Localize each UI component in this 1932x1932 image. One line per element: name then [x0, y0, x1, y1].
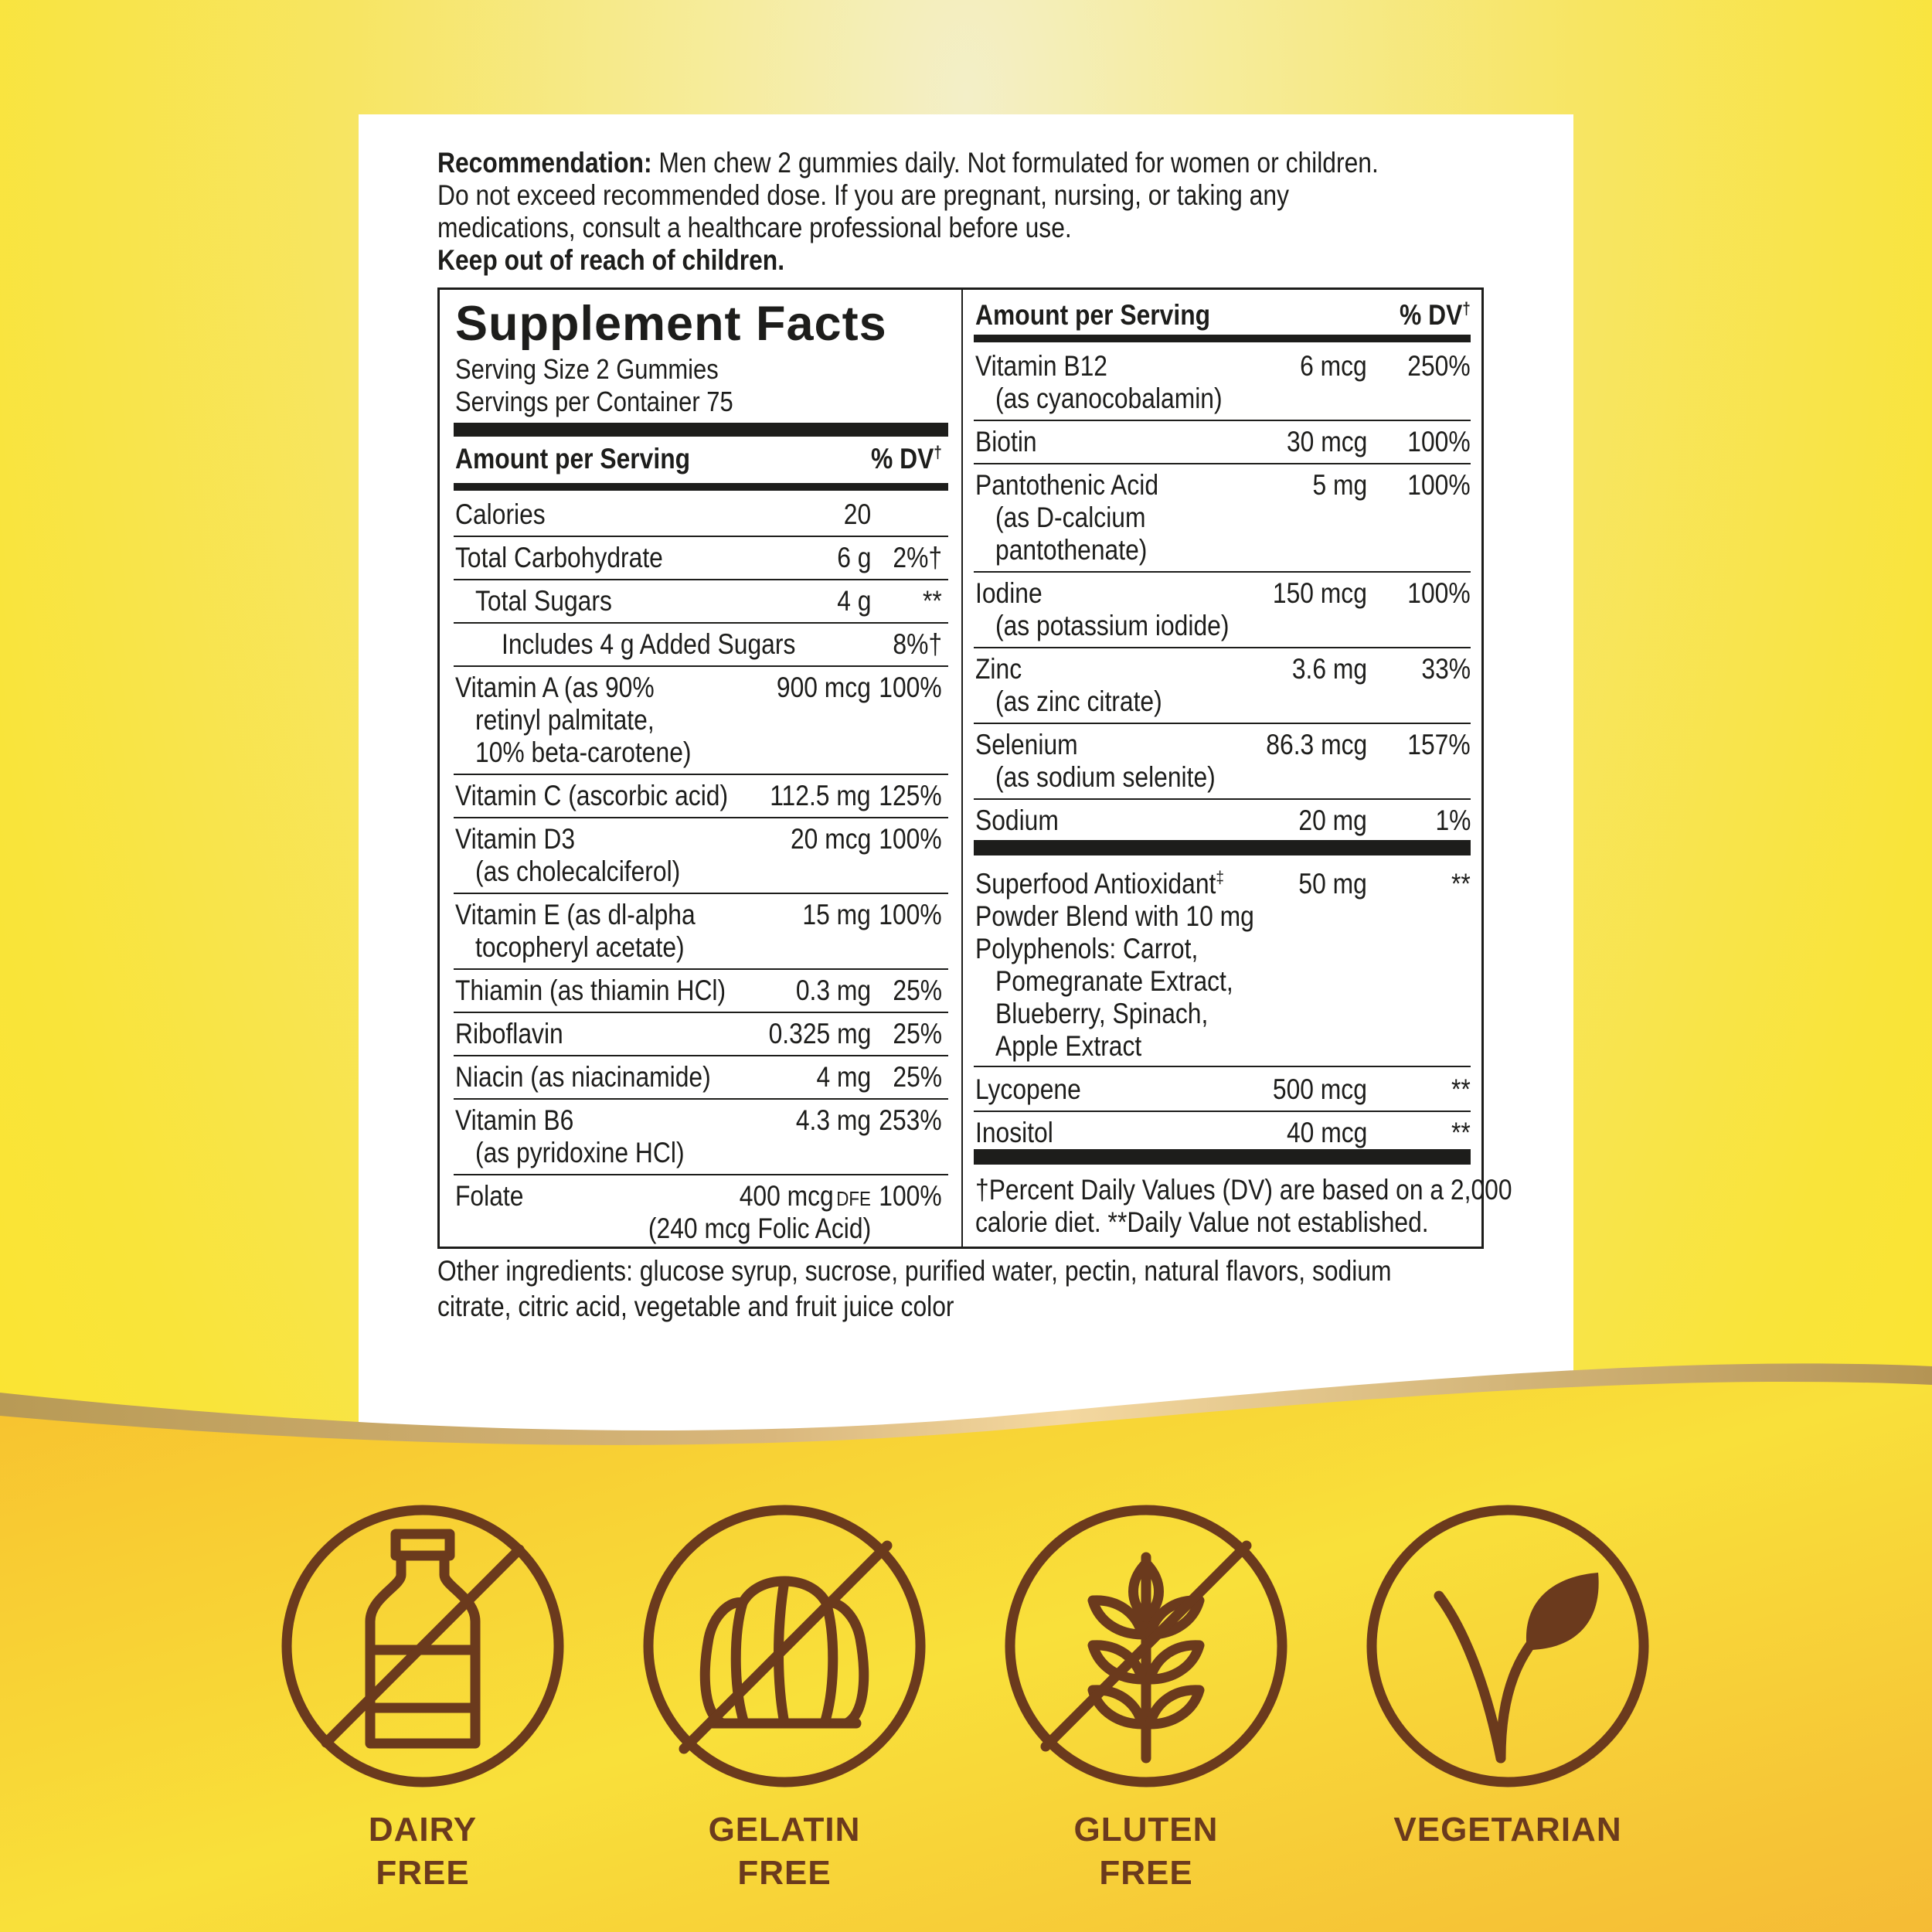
recommendation-text-1: Men chew 2 gummies daily. Not formulated for women or children.	[651, 147, 1379, 179]
bottom-bar-right	[974, 1149, 1471, 1165]
nutrient-dv: 125%	[879, 780, 942, 811]
nutrient-amount: 3.6 mg	[1291, 653, 1367, 685]
recommendation-text-3: medications, consult a healthcare professional before use.	[437, 212, 1072, 243]
row-divider	[974, 571, 1471, 573]
amount-header-left: Amount per Serving	[455, 443, 691, 474]
recommendation-label: Recommendation:	[437, 147, 652, 179]
nutrient-name-detail: retinyl palmitate,	[475, 704, 655, 736]
nutrient-amount: 6 g	[836, 542, 871, 573]
badge-gelatin-free: GELATIN FREE	[708, 1811, 861, 1892]
warning-text: Keep out of reach of children.	[437, 244, 785, 276]
nutrient-name: Selenium	[975, 729, 1078, 760]
nutrient-name: Total Sugars	[475, 585, 612, 617]
blend-line-1: Superfood Antioxidant‡	[975, 867, 1224, 900]
blend-line-2: Powder Blend with 10 mg	[975, 900, 1254, 932]
nutrient-amount: 4.3 mg	[795, 1104, 871, 1136]
blend-line-6: Apple Extract	[995, 1030, 1142, 1062]
nutrient-name-detail: (as sodium selenite)	[995, 761, 1216, 793]
row-divider	[974, 420, 1471, 421]
nutrient-dv: 100%	[879, 899, 942, 930]
row-divider	[454, 536, 948, 537]
recommendation-block	[437, 147, 1475, 277]
nutrient-amount: 4 mg	[816, 1061, 871, 1093]
nutrient-name: Biotin	[975, 426, 1037, 457]
nutrient-name: Sodium	[975, 804, 1059, 836]
nutrient-dv: 25%	[893, 1061, 942, 1093]
nutrient-amount: 6 mcg	[1300, 350, 1367, 382]
other-ingredients-line-2: citrate, citric acid, vegetable and fruit juice color	[437, 1291, 954, 1322]
blend-line-3: Polyphenols: Carrot,	[975, 933, 1199, 964]
nutrient-dv: **	[1451, 1117, 1471, 1148]
nutrient-name: Vitamin D3	[455, 823, 576, 855]
footnote-line-2: calorie diet. **Daily Value not established.	[975, 1206, 1429, 1238]
row-divider	[454, 1174, 948, 1175]
nutrient-name: Folate	[455, 1180, 524, 1212]
nutrient-name: Lycopene	[975, 1073, 1081, 1105]
row-divider	[974, 798, 1471, 800]
other-ingredients-line-1: Other ingredients: glucose syrup, sucrose, purified water, pectin, natural flavors, sodium	[437, 1255, 1392, 1287]
nutrient-amount: 5 mg	[1312, 469, 1367, 501]
nutrient-amount: 86.3 mcg	[1266, 729, 1367, 760]
thick-bar-right	[974, 840, 1471, 855]
dv-header-left: % DV†	[871, 442, 942, 474]
column-divider	[961, 290, 963, 1247]
row-divider	[454, 622, 948, 624]
nutrient-name: Vitamin C (ascorbic acid)	[455, 780, 729, 811]
facts-title: Supplement Facts	[455, 297, 887, 351]
nutrient-name-detail: (as zinc citrate)	[995, 685, 1162, 717]
nutrient-amount: 400 mcg DFE	[739, 1180, 871, 1212]
nutrient-name-detail: tocopheryl acetate)	[475, 931, 685, 963]
sprout-leaf-icon	[1365, 1503, 1651, 1789]
nutrient-amount: 30 mcg	[1286, 426, 1367, 457]
servings-per-container: Servings per Container 75	[455, 386, 733, 417]
nutrient-dv: 100%	[1407, 469, 1471, 501]
nutrient-dv: 25%	[893, 1018, 942, 1049]
nutrient-name: Iodine	[975, 577, 1043, 609]
nutrient-amount: 900 mcg	[776, 672, 871, 703]
nutrient-dv: 100%	[879, 672, 942, 703]
badge-dairy-free: DAIRY FREE	[368, 1811, 478, 1892]
nutrient-dv: 253%	[879, 1104, 942, 1136]
nutrient-amount: 40 mcg	[1286, 1117, 1367, 1148]
blend-line-4: Pomegranate Extract,	[995, 965, 1233, 997]
blend-dv: **	[1451, 868, 1471, 900]
row-divider	[454, 968, 948, 970]
nutrient-amount: 15 mg	[802, 899, 871, 930]
nutrient-amount: 4 g	[836, 585, 871, 617]
nutrient-amount: 20 mcg	[790, 823, 871, 855]
wheat-crossed-icon	[1003, 1503, 1289, 1789]
milk-bottle-crossed-icon	[280, 1503, 566, 1789]
nutrient-name-detail: (as D-calcium	[995, 502, 1146, 533]
thick-bar	[454, 423, 948, 437]
nutrient-amount: 500 mcg	[1272, 1073, 1367, 1105]
nutrient-amount: 20	[843, 498, 871, 530]
row-divider	[454, 774, 948, 775]
row-divider	[454, 893, 948, 894]
nutrient-amount-detail: (240 mcg Folic Acid)	[648, 1213, 871, 1244]
nutrient-dv: 250%	[1407, 350, 1471, 382]
nutrient-name: Riboflavin	[455, 1018, 563, 1049]
nutrient-name: Vitamin B12	[975, 350, 1107, 382]
nutrient-name-detail: pantothenate)	[995, 534, 1148, 566]
nutrient-name: Inositol	[975, 1117, 1053, 1148]
nutrient-dv: 33%	[1421, 653, 1471, 685]
nutrient-name: Calories	[455, 498, 546, 530]
medium-bar	[454, 483, 948, 491]
nutrient-name: Total Carbohydrate	[455, 542, 663, 573]
nutrient-name-detail: (as pyridoxine HCl)	[475, 1137, 685, 1168]
dv-header-right: % DV†	[1400, 298, 1471, 331]
nutrient-name-detail: (as potassium iodide)	[995, 610, 1230, 641]
nutrient-name: Vitamin E (as dl-alpha	[455, 899, 696, 930]
nutrient-dv: 25%	[893, 975, 942, 1006]
nutrient-name-detail: 10% beta-carotene)	[475, 736, 692, 768]
nutrient-name: Thiamin (as thiamin HCl)	[455, 975, 726, 1006]
nutrient-dv: 1%	[1435, 804, 1471, 836]
row-divider	[974, 647, 1471, 648]
nutrient-name: Niacin (as niacinamide)	[455, 1061, 711, 1093]
nutrient-dv: 8%†	[893, 628, 942, 660]
nutrient-dv: 2%†	[893, 542, 942, 573]
nutrient-dv: 100%	[879, 823, 942, 855]
blend-line-5: Blueberry, Spinach,	[995, 998, 1209, 1029]
amount-header-right: Amount per Serving	[975, 299, 1211, 331]
nutrient-dv: 100%	[879, 1180, 942, 1212]
row-divider	[974, 723, 1471, 724]
blend-amount: 50 mg	[1298, 868, 1367, 900]
nutrient-amount: 20 mg	[1298, 804, 1367, 836]
badge-gluten-free: GLUTEN FREE	[1073, 1811, 1219, 1892]
nutrient-amount: 0.325 mg	[768, 1018, 871, 1049]
nutrient-name: Zinc	[975, 653, 1022, 685]
row-divider	[454, 579, 948, 580]
nutrient-dv: **	[923, 585, 942, 617]
nutrient-amount: 0.3 mg	[795, 975, 871, 1006]
row-divider	[974, 1111, 1471, 1112]
nutrient-amount: 150 mcg	[1272, 577, 1367, 609]
nutrient-amount: 112.5 mg	[770, 780, 871, 811]
nutrient-dv: **	[1451, 1073, 1471, 1105]
nutrient-name-detail: (as cyanocobalamin)	[995, 383, 1223, 414]
footnote-line-1: †Percent Daily Values (DV) are based on a 2,000	[975, 1174, 1512, 1206]
recommendation-text-2: Do not exceed recommended dose. If you are pregnant, nursing, or taking any	[437, 179, 1289, 211]
row-divider	[454, 1055, 948, 1056]
row-divider	[454, 817, 948, 818]
supplement-facts-table	[437, 287, 1512, 1249]
row-divider	[454, 665, 948, 667]
serving-size: Serving Size 2 Gummies	[455, 353, 719, 385]
gelatin-mold-crossed-icon	[641, 1503, 927, 1789]
nutrient-name: Pantothenic Acid	[975, 469, 1159, 501]
nutrient-dv: 157%	[1407, 729, 1471, 760]
nutrient-name: Includes 4 g Added Sugars	[502, 628, 796, 660]
medium-bar-right	[974, 335, 1471, 342]
row-divider	[454, 1098, 948, 1100]
nutrient-dv: 100%	[1407, 577, 1471, 609]
row-divider	[974, 463, 1471, 464]
row-divider	[454, 1012, 948, 1013]
nutrient-name: Vitamin A (as 90%	[455, 672, 655, 703]
nutrient-name-detail: (as cholecalciferol)	[475, 855, 681, 887]
nutrient-name: Vitamin B6	[455, 1104, 574, 1136]
badge-vegetarian: VEGETARIAN	[1393, 1811, 1622, 1849]
nutrient-dv: 100%	[1407, 426, 1471, 457]
row-divider	[974, 1066, 1471, 1067]
